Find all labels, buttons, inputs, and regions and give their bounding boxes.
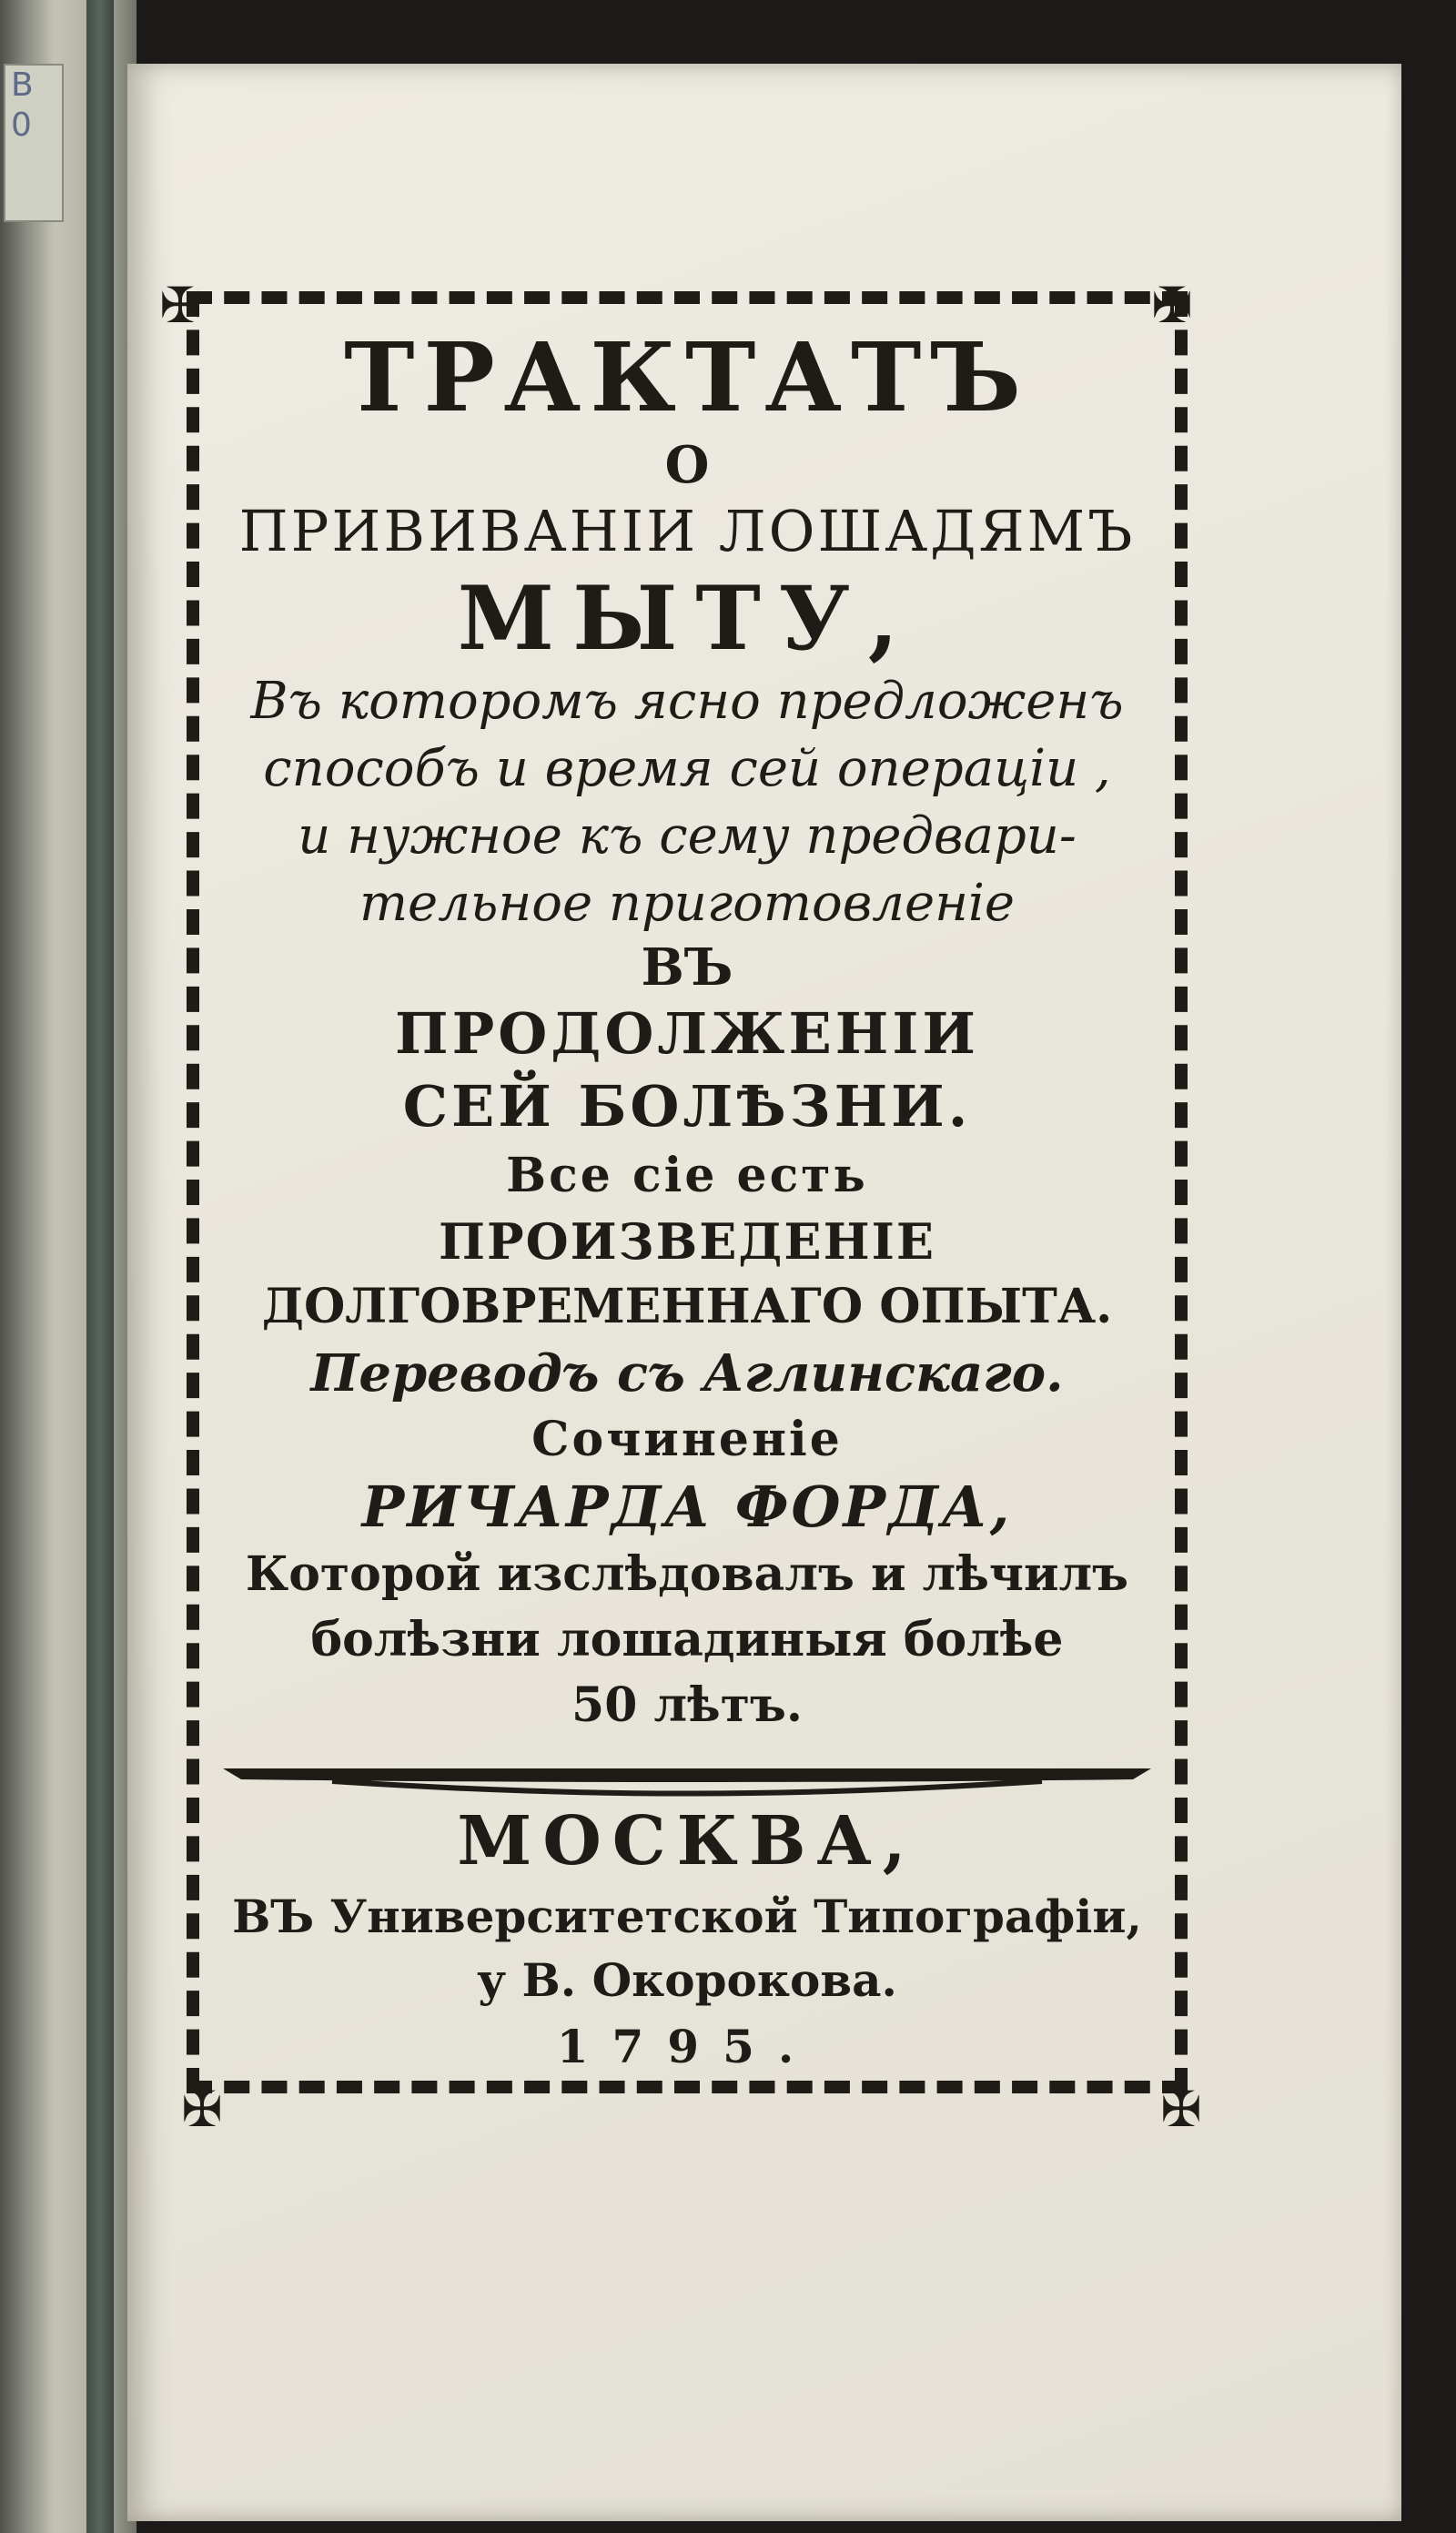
imprint-printer: у В. Окорокова. [477,1953,897,2007]
ornamental-rule [223,1761,1151,1798]
title-line-3: МЫТУ, [457,567,917,670]
ornament-cross-icon: ✠ [1151,277,1193,334]
imprint-block [200,1798,1174,2082]
subtitle-line: СЕЙ БОЛѢЗНИ. [402,1073,972,1140]
title-preposition: О [664,435,710,495]
ornament-cross-icon: ✠ [1160,2081,1202,2138]
shelf-label-bottom: 0 [11,106,32,144]
title-line-2: ПРИВИВАНІИ ЛОШАДЯМЪ [238,498,1136,564]
imprint-year: 1795. [556,2020,818,2073]
ornament-cross-icon: ✠ [181,2081,223,2138]
subtitle-preposition: ВЪ [641,937,733,998]
note-line: Все сіе есть [506,1148,868,1203]
subtitle-line: ПРОДОЛЖЕНІИ [395,1000,979,1067]
shelf-label-top: В [11,66,34,104]
product-line: ДОЛГОВРЕМЕННАГО ОПЫТА. [261,1279,1113,1334]
work-line: Сочиненіе [531,1412,843,1467]
main-title: ТРАКТАТЪ [344,321,1030,433]
shelf-label [4,64,64,222]
author-description: болѣзни лошадиныя болѣе [310,1612,1064,1667]
translation-line: Переводъ съ Аглинскаго. [310,1343,1064,1403]
description-line: тельное приготовленіе [359,874,1016,933]
product-line: ПРОИЗВЕДЕНІЕ [438,1212,936,1271]
title-block [200,319,1174,1738]
imprint-press: ВЪ Университетской Типографіи, [232,1890,1142,1943]
ornament-cross-icon: ✠ [159,277,201,334]
book-spine [0,0,136,2533]
description-line: Въ которомъ ясно предложенъ [250,672,1124,731]
author-name: РИЧАРДА ФОРДА, [361,1474,1013,1540]
spine-ribbon [86,0,114,2533]
imprint-city: МОСКВА, [457,1802,917,1880]
description-line: способъ и время сей операціи , [263,739,1111,798]
author-description: Которой изслѣдовалъ и лѣчилъ [245,1546,1129,1602]
description-line: и нужное къ сему предвари- [298,806,1077,866]
author-description: 50 лѣтъ. [571,1677,803,1733]
